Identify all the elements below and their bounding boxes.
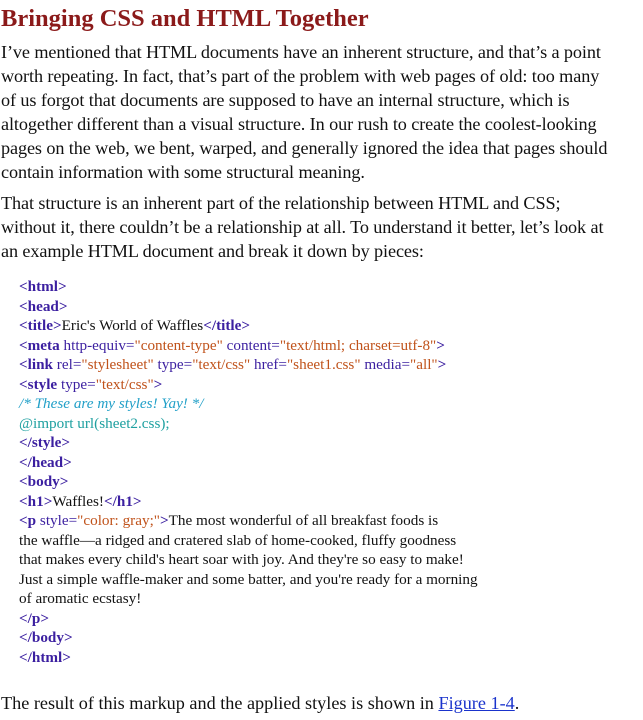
structure-paragraph [1, 191, 643, 263]
code-p-close: </p> [19, 609, 49, 627]
result-period: . [514, 693, 520, 713]
code-style-tag: <style [19, 375, 58, 393]
code-p-text-line: that makes every child's heart soar with joy. And they're so easy to make! [19, 551, 464, 568]
code-body-close: </body> [19, 629, 73, 646]
code-value: "stylesheet" [81, 356, 154, 373]
code-attr: rel= [56, 356, 82, 373]
code-value: "text/css" [95, 375, 154, 393]
code-p-text-line: of aromatic ecstasy! [19, 590, 142, 607]
code-head-open: <head> [19, 297, 68, 315]
paragraph-line: of us forgot that documents are supposed to have an internal structure, which is [1, 90, 570, 110]
code-meta-tag: <meta [19, 336, 60, 354]
code-attr: http-equiv= [63, 336, 135, 354]
code-value: "content-type" [134, 336, 223, 354]
paragraph-line: I’ve mentioned that HTML documents have an inherent structure, and that’s a point [1, 42, 601, 62]
code-attr: media= [364, 356, 411, 373]
code-tag-end: > [437, 356, 447, 373]
code-body-open: <body> [19, 473, 69, 490]
code-tag-end: > [153, 375, 163, 393]
paragraph-line: an example HTML document and break it down by pieces: [1, 241, 424, 261]
code-title-text: Eric's World of Waffles [61, 317, 204, 334]
code-value: "all" [410, 356, 438, 373]
code-value: "color: gray;" [77, 512, 160, 529]
code-p-text-line: The most wonderful of all breakfast foods is [168, 512, 439, 529]
section-heading: Bringing CSS and HTML Together [1, 5, 369, 32]
paragraph-line: worth repeating. In fact, that’s part of the problem with web pages of old: too many [1, 66, 600, 86]
code-p-tag: <p [19, 512, 37, 529]
result-text: The result of this markup and the applied styles is shown in [1, 693, 439, 713]
intro-paragraph [1, 40, 643, 184]
code-attr: style= [39, 512, 78, 529]
code-attr: type= [157, 356, 193, 373]
code-style-close: </style> [19, 434, 71, 451]
code-import-rule: @import url(sheet2.css); [19, 414, 170, 432]
code-comment: /* These are my styles! Yay! */ [19, 395, 204, 412]
paragraph-line: contain information with some structural meaning. [1, 162, 365, 182]
code-html-close: </html> [19, 648, 71, 666]
code-h1-close: </h1> [104, 492, 142, 510]
code-value: "text/css" [192, 356, 251, 373]
result-paragraph [1, 691, 643, 715]
code-html-open: <html> [19, 278, 67, 295]
code-link-tag: <link [19, 356, 53, 373]
code-p-text-line: the waffle—a ridged and cratered slab of home-cooked, fluffy goodness [19, 531, 457, 549]
code-value: "text/html; charset=utf-8" [279, 336, 437, 354]
paragraph-line: That structure is an inherent part of the relationship between HTML and CSS; [1, 193, 561, 213]
code-attr: type= [60, 375, 96, 393]
code-example [19, 277, 643, 667]
code-tag-end: > [436, 336, 445, 354]
code-p-text-line: Just a simple waffle-maker and some batter, and you're ready for a morning [19, 570, 478, 588]
code-value: "sheet1.css" [286, 356, 361, 373]
paragraph-line: without it, there couldn’t be a relationship at all. To understand it better, let’s look at [1, 217, 604, 237]
code-attr: content= [226, 336, 280, 354]
code-tag-end: > [159, 512, 169, 529]
figure-link[interactable]: Figure 1-4 [438, 693, 515, 713]
code-head-close: </head> [19, 453, 72, 471]
code-title-open: <title> [19, 317, 62, 334]
paragraph-line: altogether different than a visual structure. In our rush to create the coolest-looking [1, 114, 597, 134]
code-attr: href= [253, 356, 287, 373]
paragraph-line: pages on the web, we bent, warped, and generally ignored the idea that pages should [1, 138, 608, 158]
code-title-close: </title> [203, 317, 251, 334]
code-h1-text: Waffles! [52, 492, 104, 510]
code-h1-open: <h1> [19, 492, 53, 510]
